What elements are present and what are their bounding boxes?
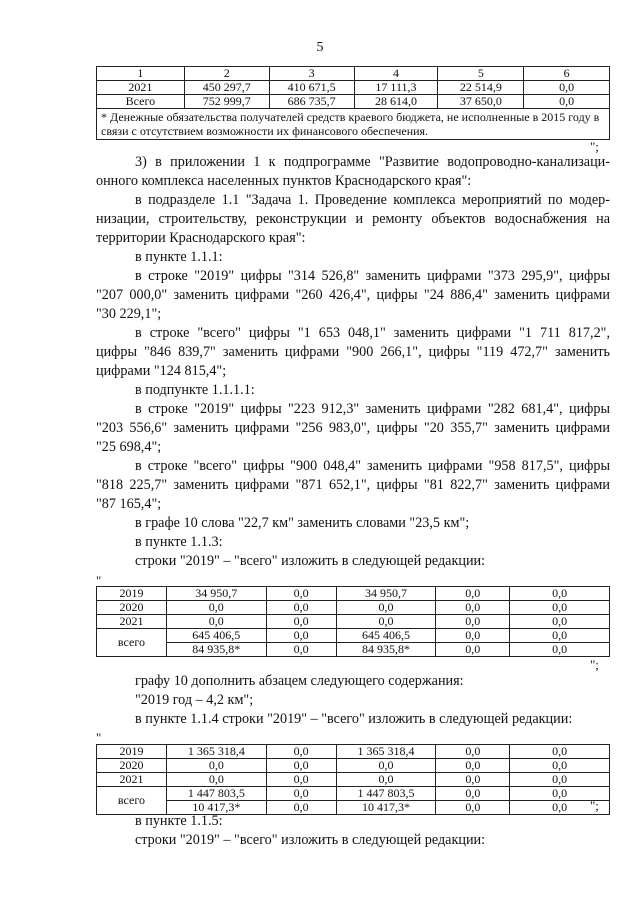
table-cell: 84 935,8*	[166, 643, 266, 657]
table-cell: 0,0	[436, 759, 510, 773]
paragraph-line: цифры "846 839,7" заменить цифрами "900 266,1", цифры "119 472,7" заменить	[96, 344, 610, 360]
table-cell: 0,0	[510, 787, 610, 801]
table-cell: 34 950,7	[336, 587, 436, 601]
table-row	[97, 629, 610, 643]
table-cell: 0,0	[510, 643, 610, 657]
table-cell: 0,0	[436, 745, 510, 759]
paragraph-line: "818 225,7" заменить цифрами "871 652,1", цифры "81 822,7" заменить цифрами	[96, 477, 610, 493]
header-cell: 3	[269, 67, 354, 81]
table-cell: 0,0	[266, 745, 336, 759]
table-row	[97, 643, 610, 657]
table-cell: Всего	[97, 95, 185, 109]
header-cell: 6	[524, 67, 610, 81]
paragraph-line: цифрами "124 815,4";	[96, 363, 227, 379]
paragraph-line: "30 229,1";	[96, 306, 162, 322]
paragraph-line: в строке "2019" цифры "314 526,8" заменить цифрами "373 295,9", цифры	[135, 268, 610, 284]
opening-quote-mark: "	[96, 730, 102, 745]
table-cell: 0,0	[166, 773, 266, 787]
table-cell: 2019	[97, 745, 167, 759]
table-row	[97, 787, 610, 801]
table-cell: 2021	[97, 615, 167, 629]
header-cell: 2	[184, 67, 269, 81]
table-cell: 0,0	[524, 95, 610, 109]
table-cell: 0,0	[266, 801, 336, 815]
table-footnote: * Денежные обязательства получателей средств краевого бюджета, не исполненные в 2015 году в связи с отсутствием возможности их финансового обеспечения.	[97, 109, 610, 140]
table-cell: 0,0	[166, 601, 266, 615]
paragraph-line: в подразделе 1.1 "Задача 1. Проведение комплекса мероприятий по модер-	[135, 192, 610, 208]
paragraph-line: низации, строительству, реконструкции и ремонту объектов водоснабжения на	[96, 211, 610, 227]
paragraph-line: в пункте 1.1.3:	[135, 534, 223, 550]
table-cell: 2020	[97, 601, 167, 615]
table-cell: 0,0	[166, 615, 266, 629]
table-cell: 0,0	[510, 629, 610, 643]
table-cell: 0,0	[510, 801, 610, 815]
table-cell: 0,0	[266, 773, 336, 787]
table-cell: 0,0	[510, 773, 610, 787]
closing-quote-mark: ";	[590, 657, 599, 672]
paragraph-line: строки "2019" – "всего" изложить в следующей редакции:	[135, 832, 486, 848]
table-row	[97, 745, 610, 759]
paragraph-line: строки "2019" – "всего" изложить в следующей редакции:	[135, 553, 486, 569]
paragraph-line: в графе 10 слова "22,7 км" заменить словами "23,5 км";	[135, 515, 470, 531]
table-cell: 2019	[97, 587, 167, 601]
table-cell: 10 417,3*	[336, 801, 436, 815]
table-cell: 0,0	[266, 759, 336, 773]
table-cell: 28 614,0	[354, 95, 438, 109]
table-cell: 0,0	[436, 629, 510, 643]
table-footnote-row	[97, 109, 610, 140]
table-cell: 37 650,0	[438, 95, 524, 109]
table-cell: 410 671,5	[269, 81, 354, 95]
paragraph-line: онного комплекса населенных пунктов Краснодарского края":	[96, 173, 472, 189]
table-cell: 0,0	[266, 615, 336, 629]
paragraph-line: в подпункте 1.1.1.1:	[135, 382, 255, 398]
table-cell: 0,0	[436, 615, 510, 629]
table-cell: 0,0	[266, 643, 336, 657]
paragraph-line: в строке "всего" цифры "900 048,4" заменить цифрами "958 817,5", цифры	[135, 458, 610, 474]
table-row	[97, 601, 610, 615]
page-number: 5	[316, 40, 324, 55]
funding-table-top	[96, 66, 610, 140]
table-cell: 752 999,7	[184, 95, 269, 109]
total-label-cell: всего	[97, 787, 167, 815]
table-cell: 2021	[97, 81, 185, 95]
table-cell: 0,0	[436, 787, 510, 801]
paragraph-line: "87 165,4";	[96, 496, 162, 512]
table-row	[97, 587, 610, 601]
closing-quote-mark: ";	[590, 139, 599, 154]
header-cell: 4	[354, 67, 438, 81]
paragraph-line: в пункте 1.1.5:	[135, 813, 223, 829]
table-row	[97, 95, 610, 109]
table-cell: 0,0	[266, 787, 336, 801]
header-cell: 5	[438, 67, 524, 81]
paragraph-line: территории Краснодарского края":	[96, 230, 306, 246]
paragraph-line: в пункте 1.1.1:	[135, 249, 223, 265]
table-cell: 1 447 803,5	[166, 787, 266, 801]
paragraph-line: в пункте 1.1.4 строки "2019" – "всего" изложить в следующей редакции:	[135, 711, 573, 727]
table-cell: 645 406,5	[336, 629, 436, 643]
table-cell: 0,0	[436, 601, 510, 615]
table-cell: 34 950,7	[166, 587, 266, 601]
table-cell: 0,0	[336, 773, 436, 787]
table-cell: 686 735,7	[269, 95, 354, 109]
table-cell: 0,0	[436, 587, 510, 601]
table-row	[97, 615, 610, 629]
table-cell: 22 514,9	[438, 81, 524, 95]
table-header-row	[97, 67, 610, 81]
funding-table-1-1-3	[96, 586, 610, 657]
closing-quote-mark: ";	[590, 798, 599, 813]
table-cell: 0,0	[266, 601, 336, 615]
paragraph-line: "203 556,6" заменить цифрами "256 983,0", цифры "20 355,7" заменить цифрами	[96, 420, 610, 436]
paragraph-line: "2019 год – 4,2 км";	[135, 692, 254, 708]
paragraph-line: "25 698,4";	[96, 439, 162, 455]
table-cell: 0,0	[510, 615, 610, 629]
table-cell: 0,0	[336, 601, 436, 615]
paragraph-line: 3) в приложении 1 к подпрограмме "Развитие водопроводно-канализаци-	[135, 154, 610, 170]
table-cell: 0,0	[510, 745, 610, 759]
paragraph-line: в строке "всего" цифры "1 653 048,1" заменить цифрами "1 711 817,2",	[135, 325, 610, 341]
paragraph-line: графу 10 дополнить абзацем следующего содержания:	[135, 673, 464, 689]
table-cell: 2020	[97, 759, 167, 773]
table-cell: 0,0	[436, 773, 510, 787]
table-row	[97, 81, 610, 95]
opening-quote-mark: "	[96, 573, 102, 588]
table-cell: 450 297,7	[184, 81, 269, 95]
table-cell: 0,0	[336, 759, 436, 773]
table-cell: 2021	[97, 773, 167, 787]
table-cell: 0,0	[436, 643, 510, 657]
table-cell: 1 447 803,5	[336, 787, 436, 801]
table-cell: 0,0	[336, 615, 436, 629]
paragraph-line: в строке "2019" цифры "223 912,3" заменить цифрами "282 681,4", цифры	[135, 401, 610, 417]
table-cell: 0,0	[166, 759, 266, 773]
table-cell: 0,0	[510, 601, 610, 615]
table-cell: 0,0	[510, 587, 610, 601]
table-row	[97, 759, 610, 773]
paragraph-line: "207 000,0" заменить цифрами "260 426,4", цифры "24 886,4" заменить цифрами	[96, 287, 610, 303]
table-cell: 10 417,3*	[166, 801, 266, 815]
table-cell: 0,0	[510, 759, 610, 773]
table-cell: 0,0	[266, 629, 336, 643]
table-row	[97, 773, 610, 787]
table-cell: 0,0	[524, 81, 610, 95]
funding-table-1-1-4	[96, 744, 610, 815]
total-label-cell: всего	[97, 629, 167, 657]
table-cell: 17 111,3	[354, 81, 438, 95]
table-cell: 1 365 318,4	[336, 745, 436, 759]
table-cell: 0,0	[436, 801, 510, 815]
table-cell: 1 365 318,4	[166, 745, 266, 759]
table-cell: 84 935,8*	[336, 643, 436, 657]
header-cell: 1	[97, 67, 185, 81]
table-cell: 0,0	[266, 587, 336, 601]
table-cell: 645 406,5	[166, 629, 266, 643]
